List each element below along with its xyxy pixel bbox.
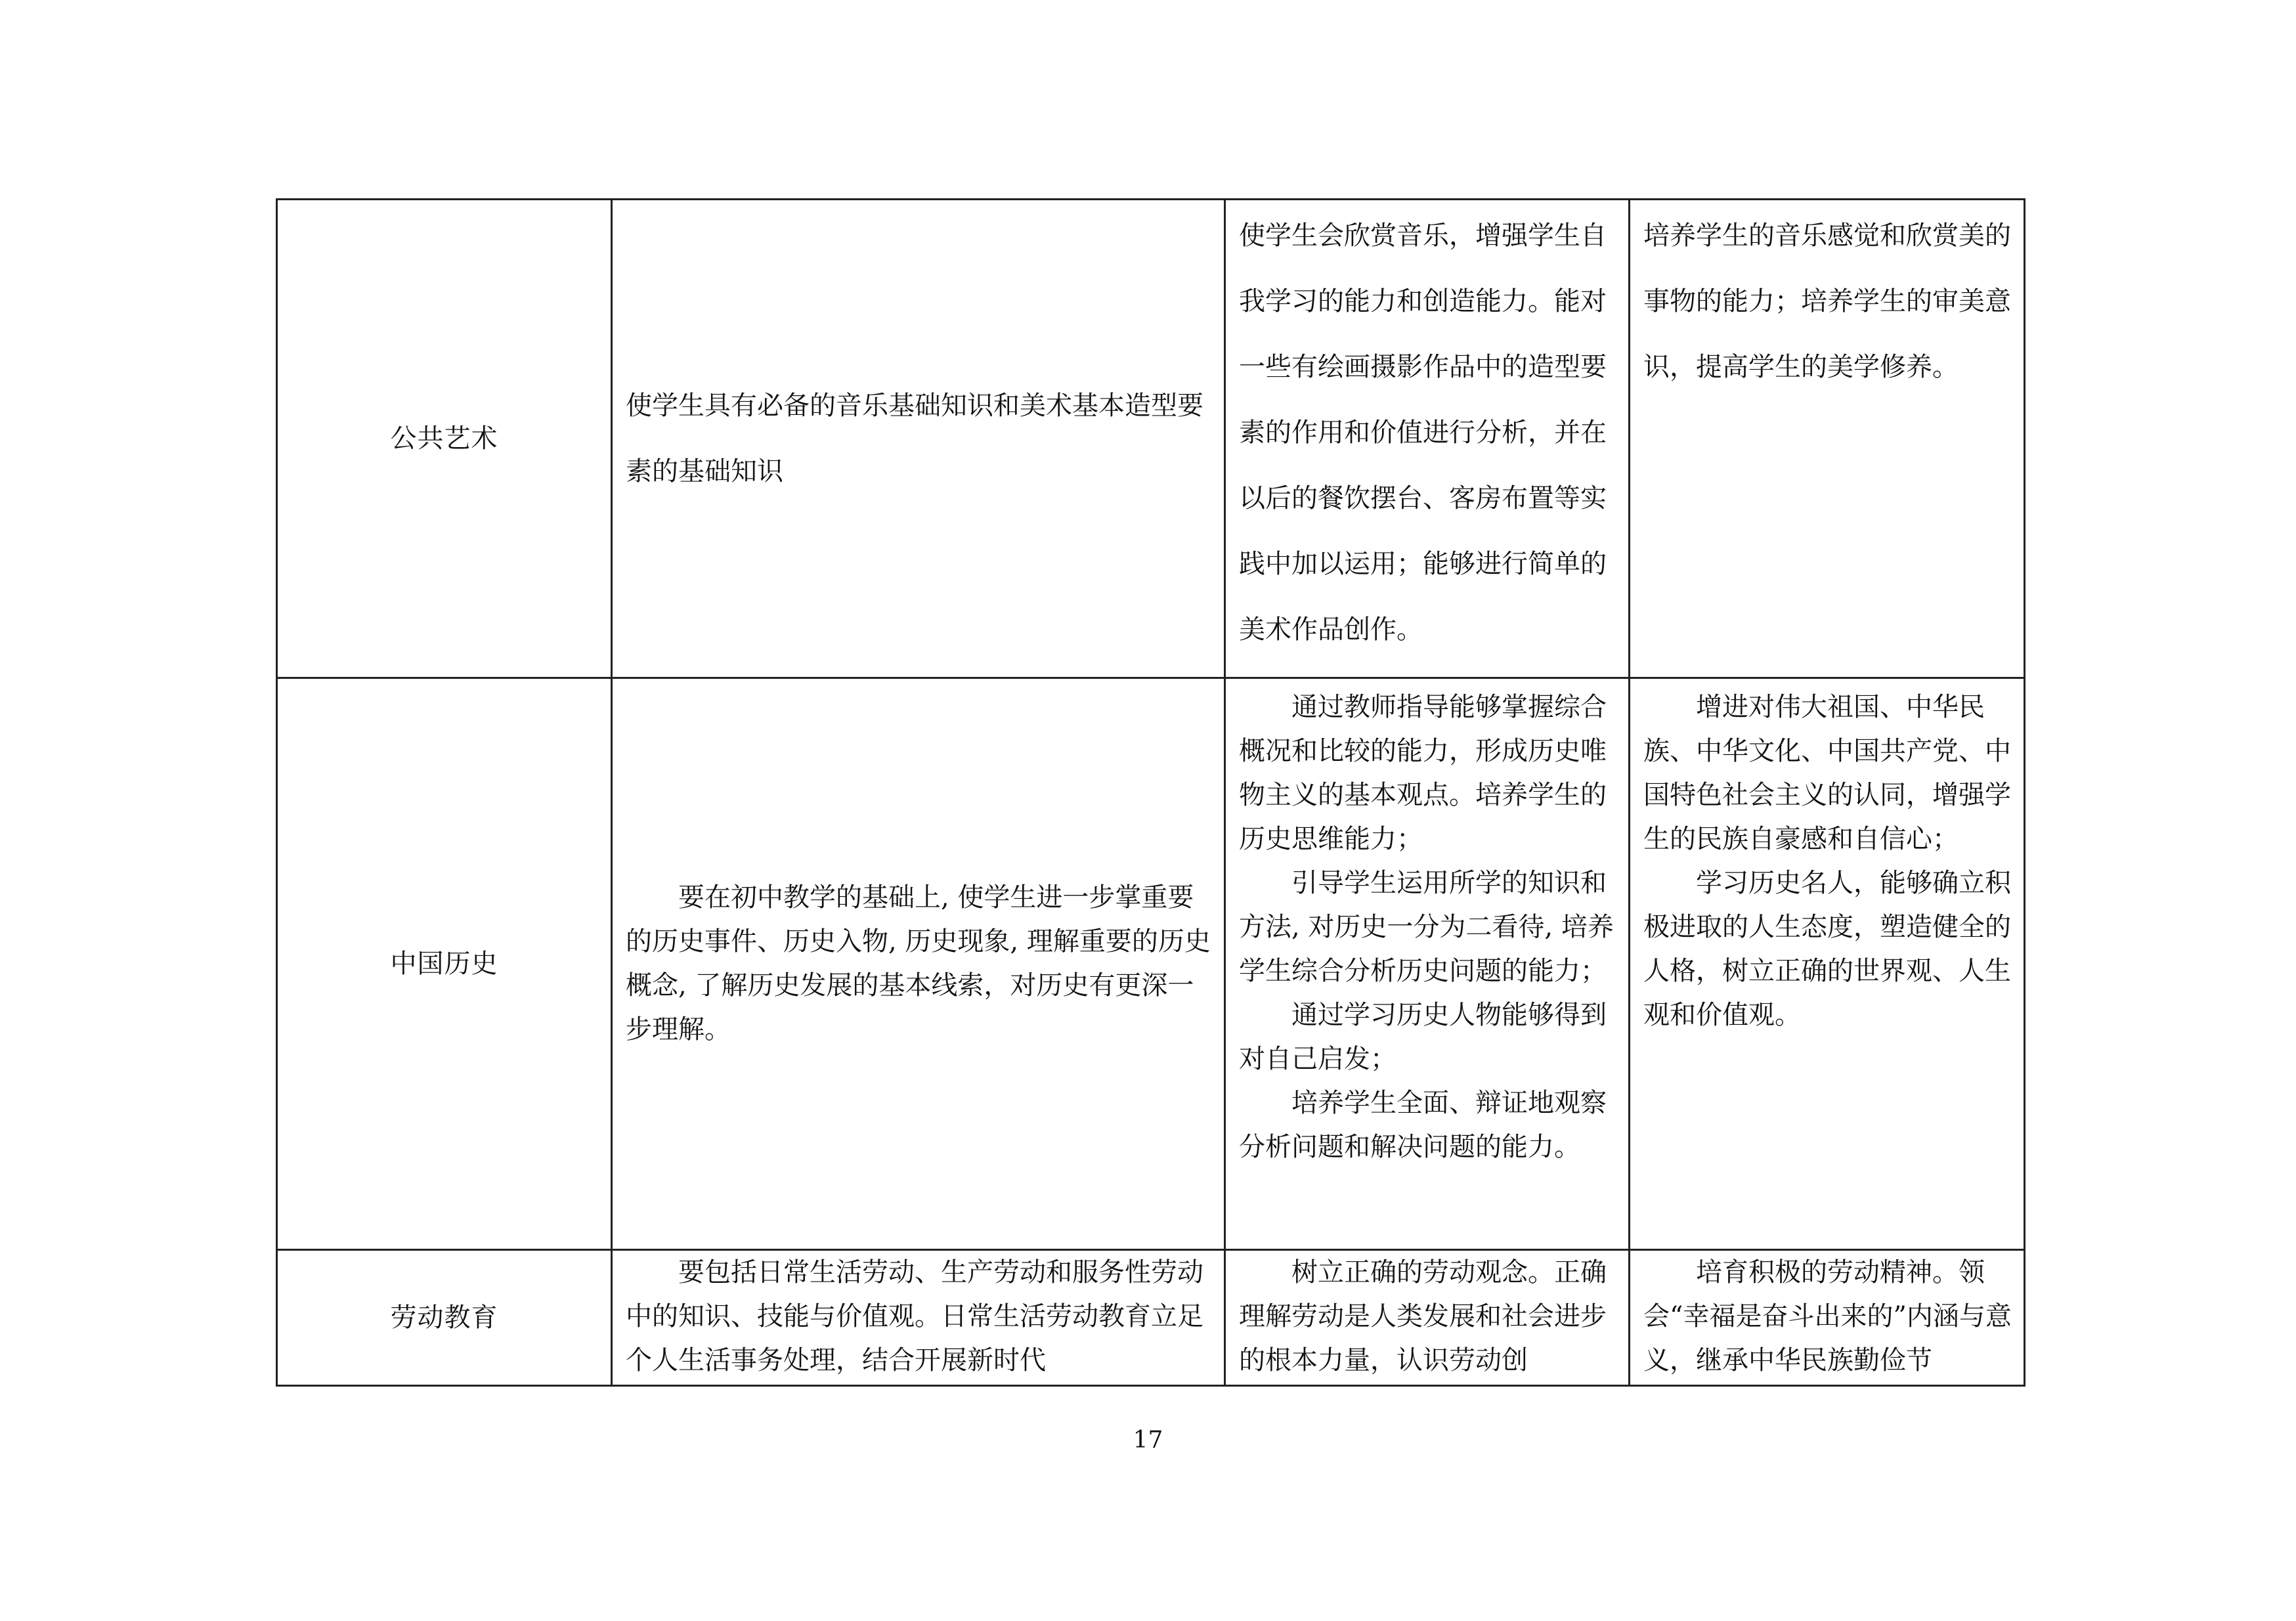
quality-text: 培养学生的音乐感觉和欣赏美的事物的能力；培养学生的审美意识，提高学生的美学修养。 bbox=[1643, 221, 2011, 382]
ability-cell bbox=[1225, 200, 1630, 678]
goal-text: 要包括日常生活劳动、生产劳动和服务性劳动中的知识、技能与价值观。日常生活劳动教育立足个人生活事务处理，结合开展新时代 bbox=[626, 1257, 1203, 1375]
quality-text: 培育积极的劳动精神。领会“幸福是奋斗出来的”内涵与意义，继承中华民族勤俭节 bbox=[1643, 1257, 2012, 1375]
table-row bbox=[277, 678, 2025, 1250]
goal-text: 使学生具有必备的音乐基础知识和美术基本造型要素的基础知识 bbox=[626, 391, 1203, 486]
quality-cell bbox=[1630, 678, 2025, 1250]
subject-name: 中国历史 bbox=[390, 948, 498, 979]
table-row bbox=[277, 1250, 2025, 1386]
subject-cell bbox=[277, 1250, 612, 1386]
subject-name: 公共艺术 bbox=[390, 423, 498, 454]
page-number: 17 bbox=[1133, 1427, 1163, 1454]
ability-text: 通过教师指导能够掌握综合概况和比较的能力，形成历史唯物主义的基本观点。培养学生的历史思维能力； bbox=[1239, 692, 1607, 854]
ability-cell bbox=[1225, 678, 1630, 1250]
subject-name: 劳动教育 bbox=[390, 1302, 498, 1333]
ability-cell bbox=[1225, 1250, 1630, 1386]
goal-cell bbox=[612, 200, 1225, 678]
goal-cell bbox=[612, 678, 1225, 1250]
ability-text: 使学生会欣赏音乐，增强学生自我学习的能力和创造能力。能对一些有绘画摄影作品中的造型要素的作用和价值进行分析，并在以后的餐饮摆台、客房布置等实践中加以运用；能够进行简单的美术作品创作。 bbox=[1239, 221, 1607, 645]
subject-cell bbox=[277, 200, 612, 678]
quality-text: 学习历史名人，能够确立积极进取的人生态度，塑造健全的人格，树立正确的世界观、人生观和价值观。 bbox=[1643, 868, 2011, 1030]
ability-text: 引导学生运用所学的知识和方法, 对历史一分为二看待, 培养学生综合分析历史问题的能力； bbox=[1239, 868, 1614, 986]
table-row bbox=[277, 200, 2025, 678]
goal-text: 要在初中教学的基础上, 使学生进一步掌重要的历史事件、历史入物, 历史现象, 理解重要的历史概念, 了解历史发展的基本线索，对历史有更深一步理解。 bbox=[626, 882, 1211, 1045]
quality-cell bbox=[1630, 1250, 2025, 1386]
ability-text: 培养学生全面、辩证地观察分析问题和解决问题的能力。 bbox=[1239, 1088, 1607, 1162]
goal-cell bbox=[612, 1250, 1225, 1386]
quality-text: 增进对伟大祖国、中华民族、中华文化、中国共产党、中国特色社会主义的认同，增强学生的民族自豪感和自信心； bbox=[1643, 692, 2011, 854]
curriculum-table bbox=[276, 198, 2025, 1387]
ability-text: 通过学习历史人物能够得到对自己启发； bbox=[1239, 1000, 1607, 1074]
quality-cell bbox=[1630, 200, 2025, 678]
subject-cell bbox=[277, 678, 612, 1250]
ability-text: 树立正确的劳动观念。正确理解劳动是人类发展和社会进步的根本力量，认识劳动创 bbox=[1239, 1257, 1607, 1375]
